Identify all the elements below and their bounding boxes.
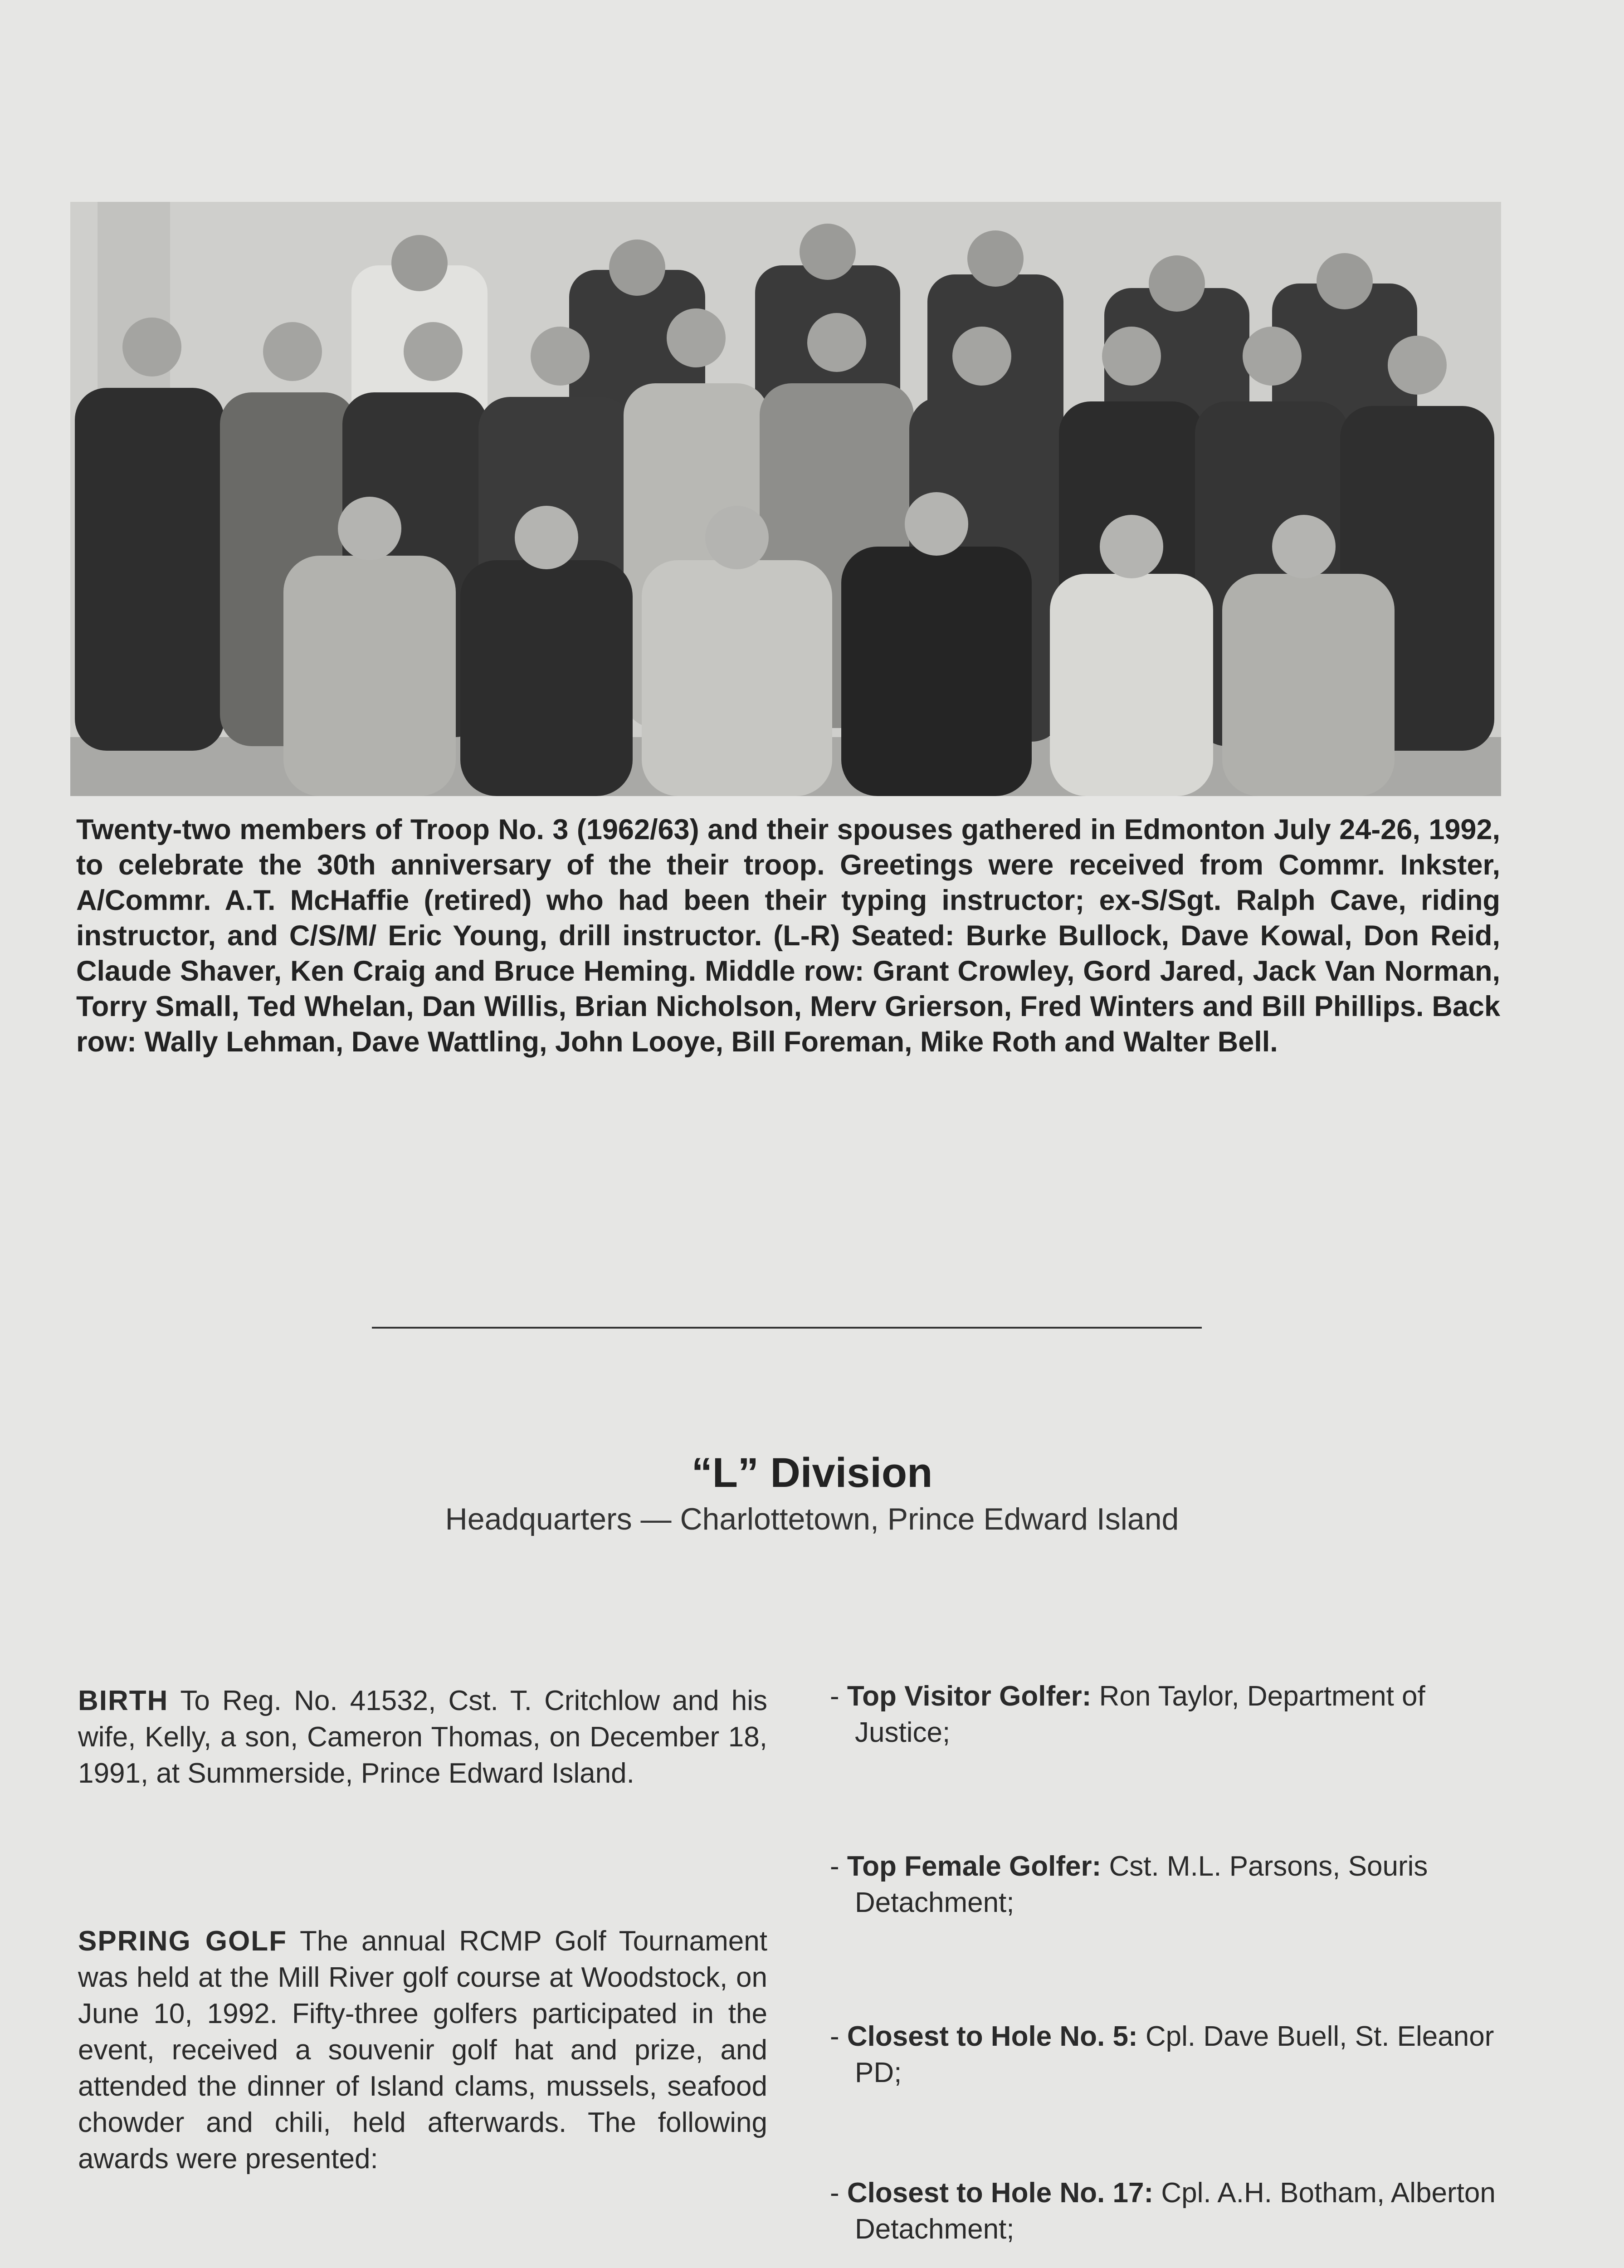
birth-text: To Reg. No. 41532, Cst. T. Critchlow and his wife, Kelly, a son, Cameron Thomas, on December 18, 1991, at Summerside, Prince Edward Island. (78, 1685, 767, 1789)
group-photo-illustration (70, 202, 1501, 796)
award-label: Top Visitor Golfer: (847, 1681, 1092, 1712)
award-item: - Top Female Golfer: Cst. M.L. Parsons, Souris Detachment; (830, 1851, 1428, 1918)
section-divider (372, 1327, 1202, 1329)
award-label: Closest to Hole No. 17: (847, 2177, 1154, 2209)
division-subtitle: Headquarters — Charlottetown, Prince Edward Island (445, 1502, 1179, 1536)
photo-caption: Twenty-two members of Troop No. 3 (1962/63) and their spouses gathered in Edmonton July 24-26, 1992, to celebrate the 30th anniversary of the their troop. Greetings were received from Commr. Inkster, A/Commr. A.T. McHaffie (retired) who had been their typing instructor; ex-S/Sgt. Ralph Cave, riding instructor, and C/S/M/ Eric Young, drill instructor. (L-R) Seated: Burke Bullock, Dave Kowal, Don Reid, Claude Shaver, Ken Craig and Bruce Heming. Middle row: Grant Crowley, Gord Jared, Jack Van Norman, Torry Small, Ted Whelan, Dan Willis, Brian Nicholson, Merv Grierson, Fred Winters and Bill Phillips. Back row: Wally Lehman, Dave Wattling, John Looye, Bill Foreman, Mike Roth and Walter Bell. (76, 814, 1500, 1058)
award-label: Closest to Hole No. 5: (847, 2021, 1138, 2052)
award-item: - Closest to Hole No. 17: Cpl. A.H. Botham, Alberton Detachment; (830, 2177, 1496, 2245)
award-text: Cpl. Dave Buell, St. Eleanor PD; (855, 2021, 1494, 2088)
award-text: Cpl. A.H. Botham, Alberton Detachment; (855, 2177, 1496, 2245)
award-text: Ron Taylor, Department of Justice; (855, 1681, 1425, 1748)
award-text: Cst. M.L. Parsons, Souris Detachment; (855, 1851, 1428, 1918)
birth-paragraph (78, 1683, 767, 1792)
spring-golf-lead: SPRING GOLF (78, 1926, 288, 1957)
spring-golf-paragraph (78, 1923, 767, 2177)
division-title: “L” Division (691, 1450, 933, 1496)
award-item: - Top Visitor Golfer: Ron Taylor, Department of Justice; (830, 1681, 1425, 1748)
award-label: Top Female Golfer: (847, 1851, 1102, 1882)
award-item: - Closest to Hole No. 5: Cpl. Dave Buell, St. Eleanor PD; (830, 2021, 1494, 2088)
spring-golf-text: The annual RCMP Golf Tournament was held at the Mill River golf course at Woodstock, on June 10, 1992. Fifty-three golfers participated in the event, received a souvenir golf hat and prize, and attended the dinner of Island clams, mussels, seafood chowder and chili, held afterwards. The following awards were presented: (78, 1926, 767, 2175)
birth-lead: BIRTH (78, 1685, 169, 1716)
group-photo (70, 202, 1501, 796)
